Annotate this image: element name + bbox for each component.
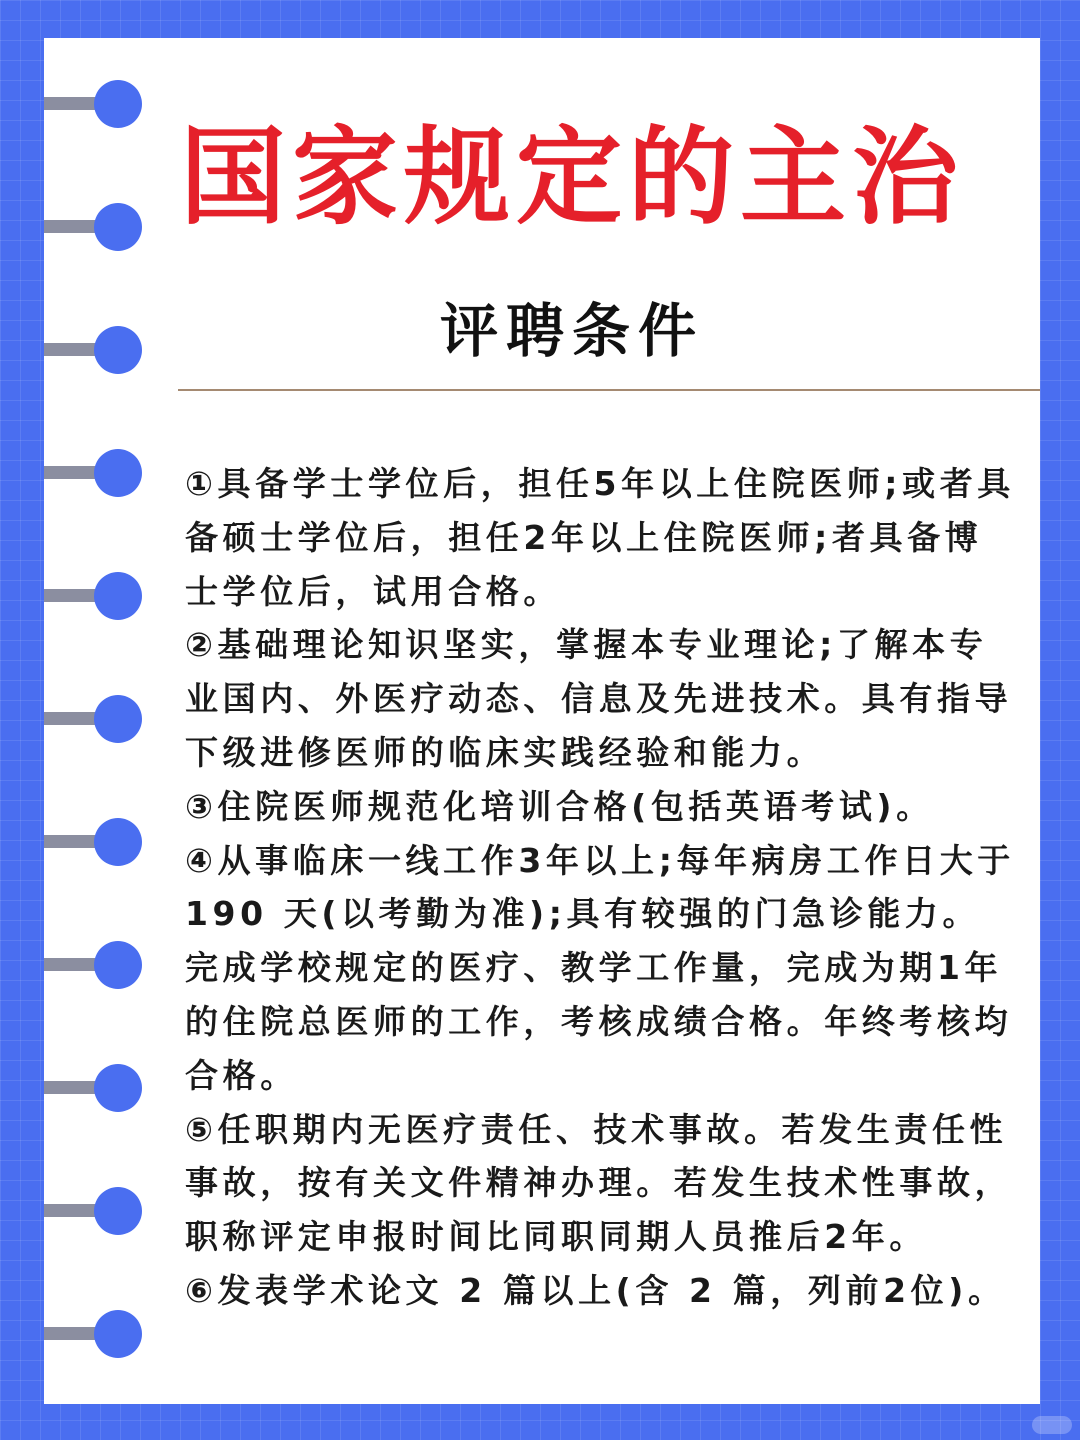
binder-ring — [44, 1187, 134, 1235]
requirement-1-text: ①具备学士学位后，担任5年以上住院医师;或者具备硕士学位后，担任2年以上住院医师;者具备博士学位后，试用合格。 — [185, 464, 1015, 611]
requirements-list — [185, 457, 1015, 1318]
binder-ring — [44, 449, 134, 497]
title-divider — [178, 389, 1040, 391]
list-item — [185, 1103, 1015, 1264]
list-item — [185, 618, 1015, 779]
binder-ring — [44, 572, 134, 620]
binder-ring — [44, 818, 134, 866]
binder-ring — [44, 1310, 134, 1358]
watermark — [1032, 1416, 1072, 1434]
page-title: 国家规定的主治 — [180, 116, 964, 239]
binder-ring — [44, 1064, 134, 1112]
list-item — [185, 834, 1015, 1103]
list-item — [185, 457, 1015, 618]
requirement-4-text: ④从事临床一线工作3年以上;每年病房工作日大于190 天(以考勤为准);具有较强的门急诊能力。完成学校规定的医疗、教学工作量，完成为期1年的住院总医师的工作，考核成绩合格。年终考核均合格。 — [185, 840, 1015, 1095]
requirement-5-text: ⑤任职期内无医疗责任、技术事故。若发生责任性事故，按有关文件精神办理。若发生技术性事故，职称评定申报时间比同职同期人员推后2年。 — [185, 1109, 1013, 1257]
list-item — [185, 780, 1015, 834]
binder-ring — [44, 695, 134, 743]
requirement-3-text: ③住院医师规范化培训合格(包括英语考试)。 — [185, 786, 934, 826]
binder-ring — [44, 941, 134, 989]
requirement-2-text: ②基础理论知识坚实，掌握本专业理论;了解本专业国内、外医疗动态、信息及先进技术。具有指导下级进修医师的临床实践经验和能力。 — [185, 625, 1013, 772]
page-subtitle: 评聘条件 — [439, 297, 704, 365]
requirement-6-text: ⑥发表学术论文 2 篇以上(含 2 篇，列前2位)。 — [185, 1270, 1006, 1310]
list-item — [185, 1264, 1015, 1318]
content-card — [44, 38, 1040, 1404]
